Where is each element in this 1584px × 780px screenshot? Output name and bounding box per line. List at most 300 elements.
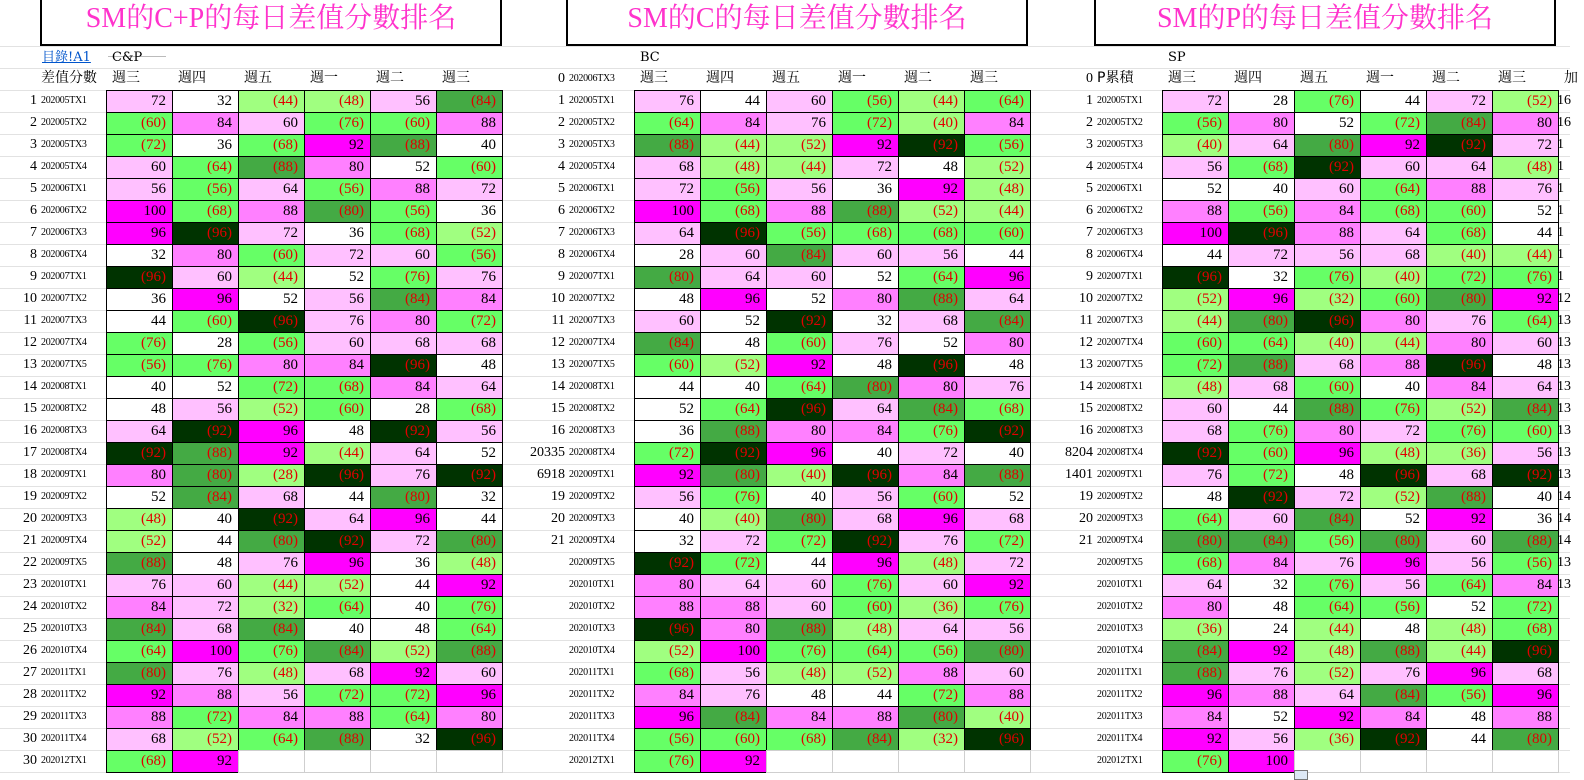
score-cell[interactable]: 68 xyxy=(634,156,701,179)
score-cell[interactable]: (88) xyxy=(964,464,1031,487)
score-cell[interactable]: 60 xyxy=(766,596,833,619)
score-cell[interactable]: 92 xyxy=(898,178,965,201)
score-cell[interactable]: (60) xyxy=(700,728,767,751)
score-cell[interactable]: 88 xyxy=(1162,200,1229,223)
score-cell[interactable]: (76) xyxy=(634,750,701,773)
score-cell[interactable]: (68) xyxy=(370,222,437,245)
score-cell[interactable]: (56) xyxy=(832,90,899,113)
score-cell[interactable]: 84 xyxy=(370,376,437,399)
score-cell[interactable]: (76) xyxy=(238,640,305,663)
score-cell[interactable]: (56) xyxy=(766,222,833,245)
score-cell[interactable]: (48) xyxy=(700,156,767,179)
score-cell[interactable]: 64 xyxy=(1294,684,1361,707)
score-cell[interactable]: 52 xyxy=(436,442,503,465)
score-cell[interactable]: 80 xyxy=(832,288,899,311)
score-cell[interactable]: 52 xyxy=(1228,706,1295,729)
score-cell[interactable]: (56) xyxy=(172,178,239,201)
score-cell[interactable]: 40 xyxy=(370,596,437,619)
score-cell[interactable]: 80 xyxy=(106,464,173,487)
score-cell[interactable]: 44 xyxy=(964,244,1031,267)
score-cell[interactable]: (48) xyxy=(1426,618,1493,641)
score-cell[interactable]: 92 xyxy=(304,134,371,157)
score-cell[interactable]: (76) xyxy=(1360,398,1427,421)
score-cell[interactable]: 52 xyxy=(634,398,701,421)
score-cell[interactable]: (44) xyxy=(238,90,305,113)
score-cell[interactable]: 96 xyxy=(700,288,767,311)
score-cell[interactable]: (48) xyxy=(1294,640,1361,663)
score-cell[interactable]: (64) xyxy=(1228,332,1295,355)
score-cell[interactable]: 88 xyxy=(304,706,371,729)
score-cell[interactable]: 80 xyxy=(634,574,701,597)
score-cell[interactable] xyxy=(964,750,1031,773)
score-cell[interactable]: (32) xyxy=(898,728,965,751)
score-cell[interactable] xyxy=(1492,750,1559,773)
score-cell[interactable]: 64 xyxy=(1492,376,1559,399)
score-cell[interactable]: 96 xyxy=(304,552,371,575)
score-cell[interactable]: 52 xyxy=(304,266,371,289)
score-cell[interactable]: 60 xyxy=(964,662,1031,685)
score-cell[interactable]: 92 xyxy=(1492,288,1559,311)
score-cell[interactable]: 96 xyxy=(238,420,305,443)
score-cell[interactable]: (72) xyxy=(304,684,371,707)
score-cell[interactable]: 48 xyxy=(1228,596,1295,619)
score-cell[interactable]: (80) xyxy=(1426,288,1493,311)
score-cell[interactable]: (88) xyxy=(106,552,173,575)
score-cell[interactable]: (80) xyxy=(172,464,239,487)
score-cell[interactable]: 72 xyxy=(1162,90,1229,113)
score-cell[interactable]: 48 xyxy=(304,420,371,443)
score-cell[interactable]: (56) xyxy=(1294,530,1361,553)
score-cell[interactable]: 68 xyxy=(1228,376,1295,399)
score-cell[interactable]: (76) xyxy=(1492,266,1559,289)
score-cell[interactable] xyxy=(1426,750,1493,773)
paste-options-icon[interactable] xyxy=(1294,770,1308,780)
score-cell[interactable]: (76) xyxy=(700,486,767,509)
score-cell[interactable]: (84) xyxy=(1294,508,1361,531)
score-cell[interactable]: (44) xyxy=(766,156,833,179)
score-cell[interactable]: (80) xyxy=(1162,530,1229,553)
score-cell[interactable]: 88 xyxy=(1492,706,1559,729)
score-cell[interactable]: (60) xyxy=(1360,288,1427,311)
score-cell[interactable]: 84 xyxy=(634,684,701,707)
score-cell[interactable] xyxy=(238,750,305,773)
score-cell[interactable]: 80 xyxy=(304,156,371,179)
score-cell[interactable]: (60) xyxy=(1162,332,1229,355)
score-cell[interactable]: (96) xyxy=(172,222,239,245)
score-cell[interactable]: 84 xyxy=(436,288,503,311)
score-cell[interactable]: (72) xyxy=(1228,464,1295,487)
score-cell[interactable]: (96) xyxy=(700,222,767,245)
score-cell[interactable]: 72 xyxy=(964,552,1031,575)
score-cell[interactable] xyxy=(898,750,965,773)
score-cell[interactable]: 80 xyxy=(700,618,767,641)
score-cell[interactable]: 28 xyxy=(634,244,701,267)
score-cell[interactable]: 60 xyxy=(700,244,767,267)
score-cell[interactable]: (40) xyxy=(1294,332,1361,355)
score-cell[interactable]: (96) xyxy=(1492,640,1559,663)
score-cell[interactable]: 100 xyxy=(634,200,701,223)
score-cell[interactable]: (52) xyxy=(832,662,899,685)
score-cell[interactable]: 48 xyxy=(436,354,503,377)
score-cell[interactable]: (52) xyxy=(304,574,371,597)
score-cell[interactable]: 80 xyxy=(766,420,833,443)
score-cell[interactable]: (60) xyxy=(172,310,239,333)
score-cell[interactable]: (64) xyxy=(1294,596,1361,619)
score-cell[interactable]: 92 xyxy=(1162,728,1229,751)
score-cell[interactable]: (60) xyxy=(304,398,371,421)
score-cell[interactable]: 76 xyxy=(1426,310,1493,333)
score-cell[interactable]: (76) xyxy=(172,354,239,377)
score-cell[interactable]: (68) xyxy=(106,750,173,773)
score-cell[interactable]: 100 xyxy=(1162,222,1229,245)
score-cell[interactable]: (56) xyxy=(106,354,173,377)
score-cell[interactable]: (52) xyxy=(634,640,701,663)
score-cell[interactable]: 56 xyxy=(172,398,239,421)
score-cell[interactable]: 56 xyxy=(304,288,371,311)
score-cell[interactable]: 36 xyxy=(106,288,173,311)
score-cell[interactable]: (84) xyxy=(634,332,701,355)
score-cell[interactable]: 48 xyxy=(700,332,767,355)
score-cell[interactable]: (60) xyxy=(106,112,173,135)
score-cell[interactable]: 92 xyxy=(370,662,437,685)
score-cell[interactable]: (88) xyxy=(1228,354,1295,377)
score-cell[interactable]: 72 xyxy=(1294,486,1361,509)
score-cell[interactable]: (80) xyxy=(238,530,305,553)
score-cell[interactable]: 56 xyxy=(106,178,173,201)
score-cell[interactable]: 40 xyxy=(700,376,767,399)
score-cell[interactable]: (60) xyxy=(1294,376,1361,399)
score-cell[interactable]: 48 xyxy=(172,552,239,575)
score-cell[interactable]: 92 xyxy=(1426,508,1493,531)
score-cell[interactable]: 48 xyxy=(832,354,899,377)
score-cell[interactable]: 88 xyxy=(1360,354,1427,377)
score-cell[interactable]: 68 xyxy=(1294,354,1361,377)
score-cell[interactable]: 60 xyxy=(898,574,965,597)
score-cell[interactable]: 36 xyxy=(304,222,371,245)
score-cell[interactable]: 80 xyxy=(238,354,305,377)
score-cell[interactable]: 60 xyxy=(172,266,239,289)
score-cell[interactable]: 76 xyxy=(304,310,371,333)
score-cell[interactable]: 64 xyxy=(370,442,437,465)
score-cell[interactable]: 92 xyxy=(634,464,701,487)
score-cell[interactable]: (96) xyxy=(964,728,1031,751)
score-cell[interactable]: 68 xyxy=(898,310,965,333)
score-cell[interactable]: (48) xyxy=(1360,442,1427,465)
score-cell[interactable]: (72) xyxy=(964,530,1031,553)
score-cell[interactable]: (84) xyxy=(304,640,371,663)
score-cell[interactable]: 60 xyxy=(436,662,503,685)
score-cell[interactable]: 64 xyxy=(1162,574,1229,597)
score-cell[interactable]: 48 xyxy=(964,354,1031,377)
score-cell[interactable]: (48) xyxy=(106,508,173,531)
score-cell[interactable]: (64) xyxy=(832,640,899,663)
score-cell[interactable]: 64 xyxy=(634,222,701,245)
score-cell[interactable]: (64) xyxy=(106,640,173,663)
score-cell[interactable]: 72 xyxy=(172,596,239,619)
score-cell[interactable]: 40 xyxy=(1492,486,1559,509)
score-cell[interactable]: 56 xyxy=(766,178,833,201)
score-cell[interactable]: (84) xyxy=(238,618,305,641)
score-cell[interactable]: 96 xyxy=(1294,442,1361,465)
score-cell[interactable]: 84 xyxy=(172,112,239,135)
score-cell[interactable]: (48) xyxy=(238,662,305,685)
score-cell[interactable]: 52 xyxy=(964,486,1031,509)
score-cell[interactable]: (56) xyxy=(1492,552,1559,575)
score-cell[interactable]: (68) xyxy=(304,376,371,399)
score-cell[interactable]: 52 xyxy=(106,486,173,509)
score-cell[interactable]: (60) xyxy=(766,332,833,355)
score-cell[interactable]: (96) xyxy=(1162,266,1229,289)
score-cell[interactable]: 52 xyxy=(898,332,965,355)
score-cell[interactable]: (80) xyxy=(436,530,503,553)
score-cell[interactable]: 96 xyxy=(172,288,239,311)
score-cell[interactable]: 68 xyxy=(1426,464,1493,487)
score-cell[interactable]: (48) xyxy=(898,552,965,575)
score-cell[interactable]: 68 xyxy=(1360,244,1427,267)
score-cell[interactable]: 68 xyxy=(370,332,437,355)
score-cell[interactable]: (64) xyxy=(304,596,371,619)
score-cell[interactable]: 52 xyxy=(1360,508,1427,531)
score-cell[interactable]: 32 xyxy=(436,486,503,509)
score-cell[interactable]: 44 xyxy=(370,574,437,597)
score-cell[interactable]: 76 xyxy=(1228,662,1295,685)
score-cell[interactable]: 68 xyxy=(1492,662,1559,685)
score-cell[interactable]: (52) xyxy=(106,530,173,553)
score-cell[interactable]: 84 xyxy=(1426,376,1493,399)
score-cell[interactable]: 100 xyxy=(106,200,173,223)
score-cell[interactable]: 80 xyxy=(1162,596,1229,619)
score-cell[interactable]: (64) xyxy=(172,156,239,179)
score-cell[interactable]: 92 xyxy=(964,574,1031,597)
score-cell[interactable] xyxy=(832,750,899,773)
score-cell[interactable]: (52) xyxy=(172,728,239,751)
score-cell[interactable]: (48) xyxy=(1492,156,1559,179)
score-cell[interactable]: 24 xyxy=(1228,618,1295,641)
score-cell[interactable]: (76) xyxy=(106,332,173,355)
score-cell[interactable]: (52) xyxy=(1426,398,1493,421)
score-cell[interactable]: (64) xyxy=(700,398,767,421)
score-cell[interactable]: (56) xyxy=(1360,596,1427,619)
score-cell[interactable]: 64 xyxy=(106,420,173,443)
score-cell[interactable]: (88) xyxy=(172,442,239,465)
score-cell[interactable]: 72 xyxy=(1360,420,1427,443)
score-cell[interactable]: 48 xyxy=(1426,706,1493,729)
score-cell[interactable]: 44 xyxy=(1426,728,1493,751)
score-cell[interactable]: (40) xyxy=(1360,266,1427,289)
score-cell[interactable]: 48 xyxy=(766,684,833,707)
score-cell[interactable]: (44) xyxy=(238,266,305,289)
score-cell[interactable]: (52) xyxy=(1360,486,1427,509)
score-cell[interactable]: (80) xyxy=(1360,530,1427,553)
score-cell[interactable]: (64) xyxy=(634,112,701,135)
score-cell[interactable]: 52 xyxy=(700,310,767,333)
score-cell[interactable]: 76 xyxy=(1492,178,1559,201)
score-cell[interactable]: 52 xyxy=(172,376,239,399)
score-cell[interactable]: (88) xyxy=(1360,640,1427,663)
score-cell[interactable]: (52) xyxy=(436,222,503,245)
score-cell[interactable]: 84 xyxy=(766,706,833,729)
score-cell[interactable]: (84) xyxy=(1492,398,1559,421)
score-cell[interactable]: (80) xyxy=(1294,134,1361,157)
score-cell[interactable]: (92) xyxy=(766,310,833,333)
score-cell[interactable]: 48 xyxy=(1492,354,1559,377)
score-cell[interactable]: 64 xyxy=(700,266,767,289)
score-cell[interactable]: (56) xyxy=(1426,684,1493,707)
score-cell[interactable]: (88) xyxy=(1492,530,1559,553)
score-cell[interactable]: (84) xyxy=(172,486,239,509)
score-cell[interactable]: 32 xyxy=(172,90,239,113)
score-cell[interactable]: 32 xyxy=(1228,266,1295,289)
score-cell[interactable]: (84) xyxy=(766,244,833,267)
score-cell[interactable]: (36) xyxy=(1162,618,1229,641)
score-cell[interactable]: 40 xyxy=(634,508,701,531)
score-cell[interactable]: (68) xyxy=(1492,618,1559,641)
score-cell[interactable]: (64) xyxy=(898,266,965,289)
score-cell[interactable]: (96) xyxy=(370,354,437,377)
score-cell[interactable]: 76 xyxy=(1162,464,1229,487)
score-cell[interactable]: 92 xyxy=(436,574,503,597)
score-cell[interactable]: 56 xyxy=(1360,574,1427,597)
score-cell[interactable]: 64 xyxy=(436,376,503,399)
score-cell[interactable]: (28) xyxy=(238,464,305,487)
score-cell[interactable]: (60) xyxy=(238,244,305,267)
score-cell[interactable]: 96 xyxy=(370,508,437,531)
score-cell[interactable]: 88 xyxy=(1228,684,1295,707)
score-cell[interactable]: (80) xyxy=(1228,310,1295,333)
score-cell[interactable]: (32) xyxy=(238,596,305,619)
score-cell[interactable]: 68 xyxy=(304,662,371,685)
score-cell[interactable]: (84) xyxy=(106,618,173,641)
score-cell[interactable]: 64 xyxy=(964,288,1031,311)
score-cell[interactable]: (36) xyxy=(1294,728,1361,751)
score-cell[interactable]: (68) xyxy=(436,398,503,421)
score-cell[interactable]: 40 xyxy=(766,486,833,509)
score-cell[interactable]: 92 xyxy=(1294,706,1361,729)
score-cell[interactable]: (88) xyxy=(898,288,965,311)
score-cell[interactable]: (32) xyxy=(1294,288,1361,311)
score-cell[interactable]: 76 xyxy=(238,552,305,575)
score-cell[interactable]: 88 xyxy=(370,178,437,201)
score-cell[interactable]: (92) xyxy=(832,530,899,553)
score-cell[interactable]: 76 xyxy=(832,332,899,355)
score-cell[interactable]: (84) xyxy=(700,706,767,729)
score-cell[interactable]: 100 xyxy=(172,640,239,663)
score-cell[interactable]: (60) xyxy=(370,112,437,135)
score-cell[interactable]: (52) xyxy=(700,354,767,377)
score-cell[interactable]: 76 xyxy=(898,530,965,553)
score-cell[interactable]: (80) xyxy=(106,662,173,685)
score-cell[interactable]: (76) xyxy=(898,420,965,443)
score-cell[interactable]: 48 xyxy=(898,156,965,179)
score-cell[interactable]: 84 xyxy=(1228,552,1295,575)
score-cell[interactable]: (60) xyxy=(1492,420,1559,443)
score-cell[interactable]: 32 xyxy=(106,244,173,267)
score-cell[interactable]: 52 xyxy=(1492,200,1559,223)
score-cell[interactable]: (52) xyxy=(238,398,305,421)
score-cell[interactable]: 56 xyxy=(1162,156,1229,179)
score-cell[interactable]: (68) xyxy=(898,222,965,245)
score-cell[interactable]: 80 xyxy=(898,376,965,399)
score-cell[interactable]: 80 xyxy=(1426,332,1493,355)
score-cell[interactable]: 92 xyxy=(700,750,767,773)
score-cell[interactable]: 28 xyxy=(172,332,239,355)
score-cell[interactable]: 56 xyxy=(832,486,899,509)
score-cell[interactable]: 40 xyxy=(436,134,503,157)
score-cell[interactable]: (44) xyxy=(1294,618,1361,641)
score-cell[interactable]: (64) xyxy=(1162,508,1229,531)
score-cell[interactable]: (60) xyxy=(436,156,503,179)
score-cell[interactable]: (80) xyxy=(370,486,437,509)
score-cell[interactable]: 84 xyxy=(832,420,899,443)
score-cell[interactable]: 40 xyxy=(832,442,899,465)
score-cell[interactable]: 96 xyxy=(964,266,1031,289)
score-cell[interactable]: (60) xyxy=(964,222,1031,245)
score-cell[interactable]: 64 xyxy=(832,398,899,421)
score-cell[interactable]: 60 xyxy=(1360,156,1427,179)
score-cell[interactable]: (56) xyxy=(238,332,305,355)
score-cell[interactable]: 72 xyxy=(436,178,503,201)
score-cell[interactable]: 88 xyxy=(238,200,305,223)
score-cell[interactable]: 60 xyxy=(106,156,173,179)
score-cell[interactable]: (52) xyxy=(1162,288,1229,311)
score-cell[interactable]: (76) xyxy=(370,266,437,289)
score-cell[interactable]: (88) xyxy=(436,640,503,663)
score-cell[interactable]: 44 xyxy=(172,530,239,553)
score-cell[interactable]: (84) xyxy=(1162,640,1229,663)
score-cell[interactable]: 40 xyxy=(1228,178,1295,201)
score-cell[interactable]: 60 xyxy=(1228,508,1295,531)
score-cell[interactable]: (64) xyxy=(238,728,305,751)
score-cell[interactable]: 80 xyxy=(1294,420,1361,443)
score-cell[interactable]: 56 xyxy=(370,90,437,113)
score-cell[interactable]: (68) xyxy=(1360,200,1427,223)
score-cell[interactable]: 28 xyxy=(1228,90,1295,113)
score-cell[interactable]: (60) xyxy=(832,596,899,619)
score-cell[interactable]: (96) xyxy=(898,354,965,377)
score-cell[interactable]: 96 xyxy=(1228,288,1295,311)
score-cell[interactable]: 96 xyxy=(898,508,965,531)
score-cell[interactable] xyxy=(304,750,371,773)
score-cell[interactable]: (88) xyxy=(1294,398,1361,421)
score-cell[interactable]: 72 xyxy=(1492,134,1559,157)
score-cell[interactable]: 52 xyxy=(832,266,899,289)
score-cell[interactable]: 84 xyxy=(1294,200,1361,223)
score-cell[interactable]: 48 xyxy=(634,288,701,311)
score-cell[interactable]: (80) xyxy=(634,266,701,289)
score-cell[interactable]: (60) xyxy=(1228,442,1295,465)
score-cell[interactable]: 84 xyxy=(1162,706,1229,729)
score-cell[interactable]: (84) xyxy=(898,398,965,421)
score-cell[interactable]: 76 xyxy=(700,684,767,707)
score-cell[interactable]: 64 xyxy=(1360,222,1427,245)
score-cell[interactable]: 56 xyxy=(1426,552,1493,575)
score-cell[interactable]: 76 xyxy=(436,266,503,289)
score-cell[interactable]: (48) xyxy=(304,90,371,113)
score-cell[interactable]: 44 xyxy=(106,310,173,333)
score-cell[interactable]: (60) xyxy=(1426,200,1493,223)
score-cell[interactable]: (96) xyxy=(766,398,833,421)
score-cell[interactable]: 76 xyxy=(1294,552,1361,575)
score-cell[interactable]: (88) xyxy=(700,420,767,443)
score-cell[interactable]: 68 xyxy=(238,486,305,509)
score-cell[interactable]: 96 xyxy=(1426,662,1493,685)
score-cell[interactable] xyxy=(370,750,437,773)
score-cell[interactable]: (68) xyxy=(172,200,239,223)
score-cell[interactable]: 48 xyxy=(1162,486,1229,509)
score-cell[interactable]: 88 xyxy=(106,706,173,729)
score-cell[interactable]: (40) xyxy=(898,112,965,135)
score-cell[interactable]: (96) xyxy=(304,464,371,487)
